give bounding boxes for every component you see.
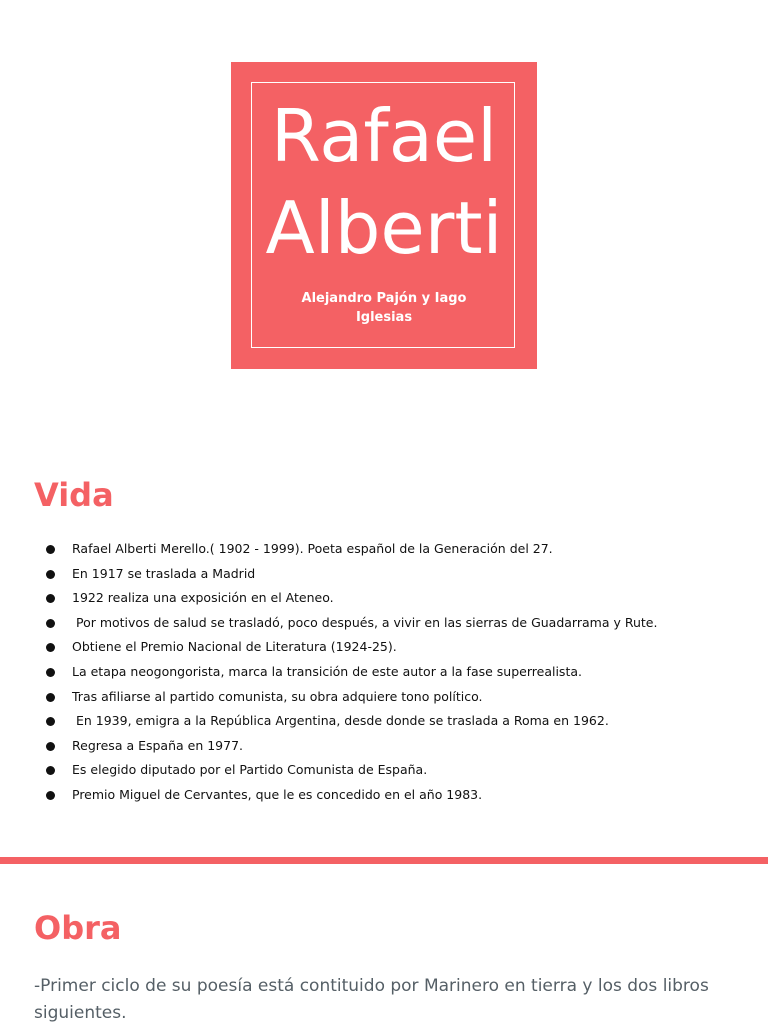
list-item bbox=[0, 783, 768, 808]
document-title bbox=[221, 90, 547, 274]
list-item bbox=[0, 635, 768, 660]
bullet-icon bbox=[46, 643, 55, 652]
list-item-text: La etapa neogongorista, marca la transición de este autor a la fase superrealista. bbox=[72, 663, 582, 679]
bullet-icon bbox=[46, 594, 55, 603]
bullet-icon bbox=[46, 693, 55, 702]
bullet-icon bbox=[46, 717, 55, 726]
title-card bbox=[231, 62, 537, 369]
bullet-icon bbox=[46, 791, 55, 800]
list-item-text: Es elegido diputado por el Partido Comunista de España. bbox=[72, 762, 428, 778]
document-title-line-2: Alberti bbox=[265, 186, 503, 270]
list-item bbox=[0, 758, 768, 783]
list-item bbox=[0, 562, 768, 587]
list-item bbox=[0, 685, 768, 710]
authors-line-2: Iglesias bbox=[355, 310, 413, 325]
list-item-text: Por motivos de salud se trasladó, poco después, a vivir en las sierras de Guadarrama y Rute. bbox=[72, 614, 658, 630]
bullet-icon bbox=[46, 668, 55, 677]
authors-line-1: Alejandro Pajón y Iago bbox=[301, 291, 467, 306]
list-item-text: En 1917 se traslada a Madrid bbox=[72, 565, 256, 581]
document-authors bbox=[271, 289, 497, 327]
list-item bbox=[0, 537, 768, 562]
list-item-text: Premio Miguel de Cervantes, que le es concedido en el año 1983. bbox=[72, 786, 483, 802]
bullet-icon bbox=[46, 619, 55, 628]
list-item-text: 1922 realiza una exposición en el Ateneo. bbox=[72, 590, 334, 606]
vida-heading: Vida bbox=[34, 476, 114, 514]
document-title-line-1: Rafael bbox=[270, 94, 498, 178]
list-item-text: En 1939, emigra a la República Argentina, desde donde se traslada a Roma en 1962. bbox=[72, 713, 609, 729]
obra-heading: Obra bbox=[34, 909, 122, 947]
list-item bbox=[0, 586, 768, 611]
vida-bullet-list bbox=[0, 537, 768, 808]
list-item-text: Tras afiliarse al partido comunista, su obra adquiere tono político. bbox=[72, 688, 483, 704]
section-divider bbox=[0, 857, 768, 864]
list-item-text: Rafael Alberti Merello.( 1902 - 1999). Poeta español de la Generación del 27. bbox=[72, 541, 553, 556]
bullet-icon bbox=[46, 570, 55, 579]
list-item-text: Obtiene el Premio Nacional de Literatura (1924-25). bbox=[72, 639, 397, 655]
bullet-icon bbox=[46, 742, 55, 751]
list-item bbox=[0, 734, 768, 759]
list-item bbox=[0, 709, 768, 734]
bullet-icon bbox=[46, 545, 55, 554]
list-item bbox=[0, 660, 768, 685]
list-item-text: Regresa a España en 1977. bbox=[72, 737, 244, 753]
list-item bbox=[0, 611, 768, 636]
bullet-icon bbox=[46, 766, 55, 775]
obra-paragraph: -Primer ciclo de su poesía está contituido por Marinero en tierra y los dos libros siguientes. bbox=[34, 976, 709, 1023]
